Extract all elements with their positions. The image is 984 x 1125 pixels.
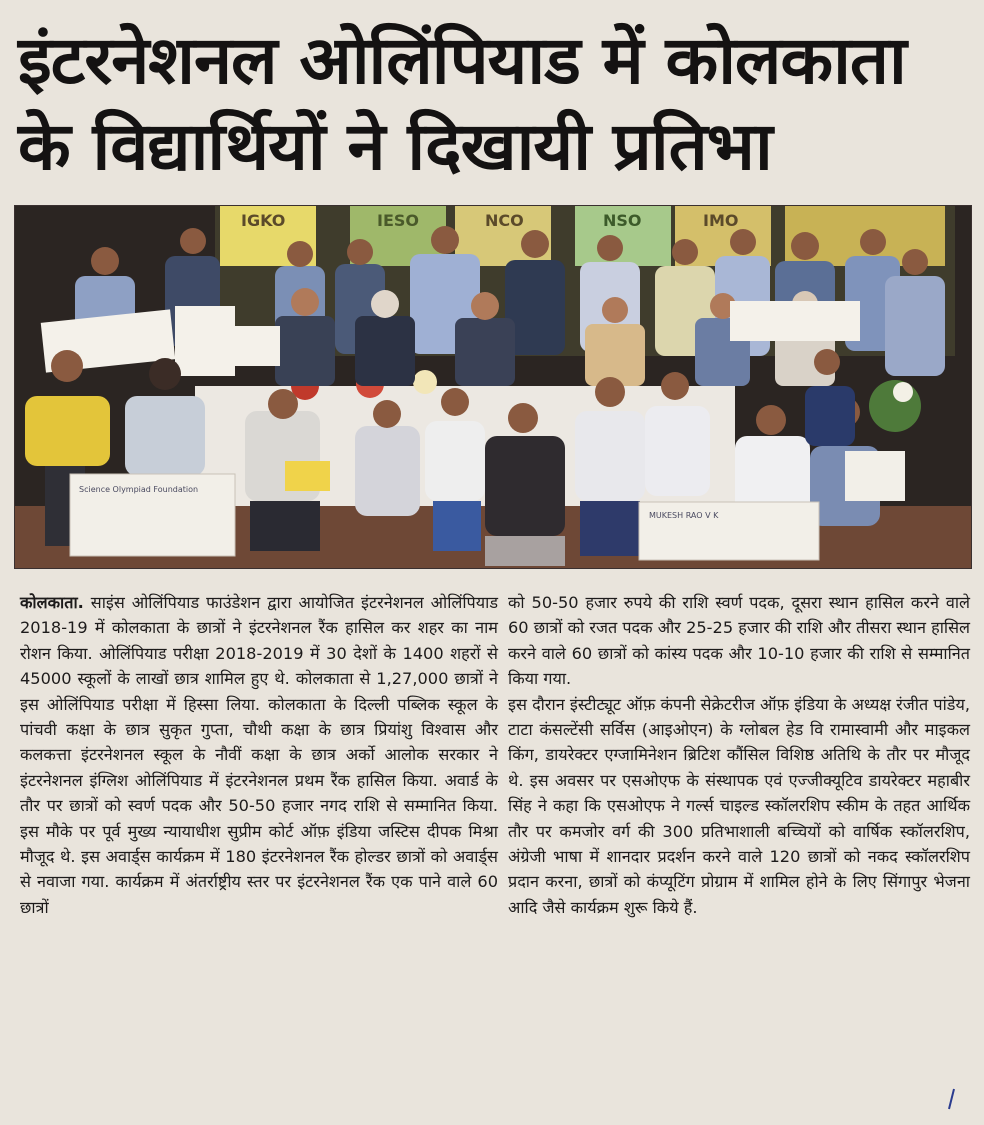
dateline: कोलकाता. bbox=[20, 593, 84, 612]
banner-label-1: IGKO bbox=[241, 211, 286, 230]
article-column-right bbox=[508, 590, 970, 920]
right-paragraph-1: को 50-50 हजार रुपये की राशि स्वर्ण पदक, दूसरा स्थान हासिल करने वाले 60 छात्रों को रजत पदक और 25-25 हजार की राशि और तीसरा स्थान हासिल करने वाले 60 छात्रों को कांस्य पदक और 10-10 हजार की राशि से सम्मानित किया गया. bbox=[508, 593, 970, 689]
headline bbox=[18, 18, 968, 190]
banner-label-2: IESO bbox=[377, 211, 420, 230]
article-paragraph-left bbox=[20, 590, 498, 920]
pen-mark-icon bbox=[946, 1088, 956, 1110]
cheque-text-1: Science Olympiad Foundation bbox=[79, 485, 199, 494]
banner-label-5: IMO bbox=[703, 211, 739, 230]
left-paragraph-text: साइंस ओलिंपियाड फाउंडेशन द्वारा आयोजित इंटरनेशनल ओलिंपियाड 2018-19 में कोलकाता के छात्रों ने इंटरनेशनल रैंक हासिल कर शहर का नाम रोशन किया. ओलिंपियाड परीक्षा 2018-2019 में 30 देशों के 1400 शहरों से 45000 स्कूलों के लाखों छात्र शामिल हुए थे. कोलकाता से 1,27,000 छात्रों ने इस ओलिंपियाड परीक्षा में हिस्सा लिया. कोलकाता के दिल्ली पब्लिक स्कूल के पांचवी कक्षा के छात्र सुकृत गुप्ता, चौथी कक्षा के छात्र प्रियांशु विश्वास और कलकत्ता इंटरनेशनल स्कूल के नौवीं कक्षा के छात्र अर्को आलोक सरकार ने इंटरनेशनल इंग्लिश ओलिंपियाड में इंटरनेशनल प्रथम रैंक हासिल किया. अवार्ड के तौर पर छात्रों को स्वर्ण पदक और 50-50 हजार नगद राशि से सम्मानित किया. इस मौके पर पूर्व मुख्य न्यायाधीश सुप्रीम कोर्ट ऑफ़ इंडिया जस्टिस दीपक मिश्रा मौजूद थे. इस अवार्ड्स कार्यक्रम में 180 इंटरनेशनल रैंक होल्डर छात्रों को अवार्ड्स से नवाजा गया. कार्यक्रम में अंतर्राष्ट्रीय स्तर पर इंटरनेशनल रैंक एक पाने वाले 60 छात्रों bbox=[20, 593, 498, 917]
right-paragraph-2: इस दौरान इंस्टीट्यूट ऑफ़ कंपनी सेक्रेटरीज ऑफ़ इंडिया के अध्यक्ष रंजीत पांडेय, टाटा कंसल्टेंसी सर्विस (आइओएन) के ग्लोबल हेड वि रामास्वामी और माइकल किंग, डायरेक्टर एग्जामिनेशन ब्रिटिश कौंसिल विशिष्ठ अतिथि के तौर पर मौजूद थे. इस अवसर पर एसओएफ के संस्थापक एवं एज्जीक्यूटिव डायरेक्टर महाबीर सिंह ने कहा कि एसओएफ ने गर्ल्स चाइल्ड स्कॉलरशिप स्कीम के तहत आर्थिक तौर पर कमजोर वर्ग की 300 प्रतिभाशाली बच्चियों को वार्षिक स्कॉलरशिप, अंग्रेजी भाषा में शानदार प्रदर्शन करने वाले 120 छात्रों को नकद स्कॉलरशिप प्रदान करना, छात्रों को कंप्यूटिंग प्रोग्राम में शामिल होने के लिए सिंगापुर भेजना आदि जैसे कार्यक्रम शुरू किये हैं. bbox=[508, 694, 971, 917]
banner-label-3: NCO bbox=[485, 211, 524, 230]
headline-line-1: इंटरनेशनल ओलिंपियाड में कोलकाता bbox=[18, 22, 906, 99]
headline-line-2: के विद्यार्थियों ने दिखायी प्रतिभा bbox=[18, 108, 772, 185]
article-column-left bbox=[20, 590, 498, 920]
group-photo bbox=[14, 205, 972, 569]
group-photo-drawing bbox=[15, 206, 971, 568]
banner-label-4: NSO bbox=[603, 211, 642, 230]
cheque-text-2: MUKESH RAO V K bbox=[649, 511, 719, 520]
